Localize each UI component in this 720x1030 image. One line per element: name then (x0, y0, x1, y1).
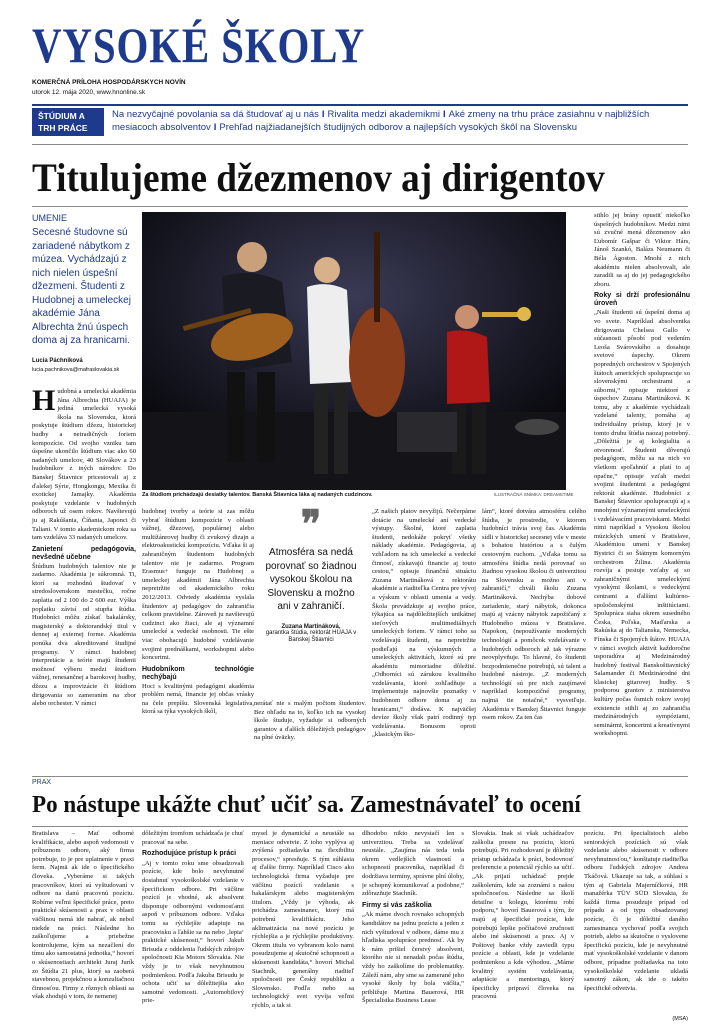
photo-credit: ILUSTRAČNÁ SNÍMKA: DREAMSTIME (494, 492, 574, 497)
article-kicker: UMENIE (32, 213, 68, 223)
quote-text: Atmosféra sa nedá porovnať so žiadnou vysokou školou na Slovensku a možno ani v zahraničí. (265, 547, 357, 612)
divider (32, 206, 688, 207)
paragraph: nerátať nie s malým počtom študentov. Bez ohľadu na to, koľko ich na vysokej škole študuje, vyžaduje si odborných garantov a ďalších dôležitých pedagógov na plné úväzky. (254, 700, 366, 742)
article-author-email: lucia.pachnikova@mafraslovakia.sk (32, 367, 120, 373)
divider (32, 826, 688, 827)
paragraph: udobná a umelecká akadémia Jána Albrechta (HUAJA) je jediná umelecká vysoká škola na Slovensku, ktorá poskytuje štúdium džezu, historickej hudby a netradičných foriem kompozície. Od svojho vzniku tam úspešne ukončilo štúdium viac ako 60 nadaných umelcov, 40 Slovákov a 23 hudobníkov z iných národov. Do Banskej Štiavnice pricestovali aj z ďalekej Sýrie, Hongkongu, Mexika či exotickej Jamajky. Akadémia poskytuje vzdelanie v hudobných odboroch už osem rokov. Navštevujú ju aj Rakúšania, Číňania, Japonci či Taliani. V tomto akademickom roku sa tam vzdeláva 33 nadaných umelcov. (32, 388, 136, 542)
jazz-band-illustration (142, 212, 566, 490)
paragraph: Bratislava – Mať odborné kvalifikácie, alebo aspoň vedomosti v príbuznom odbore, aký firma potrebuje, to je pre uplatnenie v praxi ferm. Najmä ak ide o špecifického človeka. „Vyberáme si takých pracovníkov, ktorí sú vyštudovaní v odbore na danú pracovnú pozíciu. Robíme veľmi špecifické práce, preto praktické skúsenosti a prax v oblasti väčšinou nemá ide nabrať, ak nebol niekde na práci. Následne ho zaškoľujeme a priebežne kontrolujeme, kým sa nezačlení do tímu ako samostatná jednotka,“ hovorí o skúsenostiach architekt Juraj Jurík zo Štúdia 21 plus, ktorý sa zaoberá stavebnou, projekčnou a konzultačnou činnosťou. Firmy z rôznych oblastí sa však zhodujú v tom, že nemenej (32, 830, 134, 1001)
quote-author: Zuzana Martináková, (281, 623, 341, 630)
article-column-3 (254, 700, 366, 744)
teaser-section-label: ŠTÚDIUM A TRH PRÁCE (32, 108, 104, 136)
paragraph: hudobnej tvorby a teórie si zas môžu vybrať štúdium kompozície v oblasti vážnej, džezovej, populárnej alebo multižánrovej hudby či zvukový dizajn a elektroakustickú kompozíciu. Vďaka ši aj zahraničným študentom hudobných talentov nie je zadarmo. Program Erasmus+ funguje na Hudobnej a umeleckej akadémii Jána Albrechta nepretržite od akademického roku 2012/2013. Odvtedy akadémia vyslala študentov aj pedagógov do zahraničia celkom pravidelne. Zároveň ju navštevujú cudzinci ako žiaci, ale aj významní umelecké a vedecké osobnosti. Tie ešte viac obohacujú hudobné vzdelávanie svojimi prednáškami, workshopmi alebo koncertmi. (142, 508, 254, 662)
author-signature: (MSA) (672, 1016, 688, 1022)
article-column-2 (142, 508, 254, 718)
article2-column-1 (32, 830, 134, 1020)
teaser-item[interactable]: Aké zmeny na trhu práce zasiahnu v najbližších mesiacoch absolventov (112, 109, 650, 133)
paragraph: „Ak máme dvoch rovnako schopných kandidátov na jednu pozíciu a jeden z nich vyštudoval v odbore, dáme mu z hľadiska spolupráce prednosť. Ak by k nám prišiel čerstvý absolvent, ktorého nie si nenadali počas štúdia, vždy ho zaškolíme do problematiky. Záleží nám, aby sme sa zamerané jeho vysoké školy by bola väčšia,“ približuje Martina Bauerová, HR Špecialistka Business Lease (362, 911, 464, 1005)
paragraph: Štúdium hudobných talentov nie je zadarmo. Akadémia je súkromná. Ti, ktorí sa rozhodnú študovať v stredoslovenskom mestečku, ročne zaplatia od 2 100 do 2 600 eur. Výška poplatku závisí od stupňa štúdia. Hudobníci môžu získať bakalársky, magisterský a doktorandský titul v dennej aj externej forme. Akadémia ponúka dva akreditované študijné programy. V rámci hudobnej interpretácie a teórie majú študenti možnosť výberu medzi štúdiom vážnej, renesančnej a barokovej hudby, džezu a improvizácie či štúdiom dirigovania so zameraním na zbor alebo orchester. V rámci (32, 562, 136, 708)
article2-column-3 (252, 830, 354, 1020)
article-column-5 (482, 508, 586, 724)
section-label: PRAX (32, 779, 52, 786)
subheading: Roky si drží profesionálnu úroveň (594, 292, 690, 308)
article-column-6 (594, 212, 690, 740)
masthead-title: VYSOKÉ ŠKOLY (32, 17, 366, 73)
quote-icon: ❞ (300, 504, 322, 546)
drop-cap: H (32, 384, 56, 417)
article-lead: Secesné študovne sú zariadené nábytkom z múzea. Vychádzajú z nich nielen úspešní džezmeni. Študenti z Hudobnej a umeleckej akadémie Jána Albrechta žnú úspech doma aj za hranicami. (32, 227, 131, 346)
teaser-item[interactable]: Prehľad najžiadanejších študijných odborov a najlepších vysokých škôl na Slovensku (219, 122, 578, 133)
subheading: Zanietení pedagógovia, nevšedné učebne (32, 545, 136, 561)
article-column-4 (372, 508, 476, 741)
article-author: Lucia Páchniková (32, 358, 83, 364)
subheading: Rozhodujúce prístup k práci (142, 850, 237, 858)
paragraph: lám“, ktoré dotvára atmosféru celého štúdia, je prostredie, v ktorom hudobníci trávia svoj čas. Akadémia sídli v historickej secesnej vile v meste s bohatou históriou a s čulým cestovným ruchom. „Vďaka tomu sa atmosféra štúdia nedá porovnať so žiadnou vysokou školou či univerzitou na Slovensku a možno ani v zahraničí,“ chváli školu Zuzana Martináková. Nechýba dobové zariadenie, starý nábytok, dokonca majú aj vzácny nábytok zapožičaný z Hudobného múzea v Bratislave. Napokon, (nepoužívanie moderných technológií a pomôcok vzdelávanie v hudobných odboroch až tak výrazne neovplyvňuje. To hlavné, čo študenti bezpodmienečne potrebujú, sú talent a hudobné nástroje. „Z moderných technológií sú pre nich zaujímavé napríklad kompozičné programy, najmä tie notačné,“ vysvetľuje. Akadémia v Banskej Štiavnici funguje osem rokov. Za ten čas (482, 508, 586, 722)
paragraph: dôležitým tromfom uchádzača je chuť pracovať na sebe. (142, 830, 244, 846)
masthead-dateline: utorok 12. mája 2020, www.hnonline.sk (32, 89, 146, 96)
paragraph: pozíciu. Pri špecialistoch alebo seniorských pozíciách sú však vzdelanie alebo skúsenosti v odbore nevyhnutnosťou,“ konštatuje riaditeľka odboru ľudských zdrojov Andrea Tkáčová. Ukazuje sa tak, a súhlasí s tým aj Gabriela Majerníčková, HR manažérka TÜV SÜD Slovakia, že každá firma posudzuje prípad od prípadu a od typu obsadzovanej pozície, či je dôležité daného zamestnanca vychovať podľa svojich potrieb, alebo sa skutočne o vyslovene špecifickú pozíciu, kde je nevyhnutné mať vysokoškolské vzdelanie v danom odbore, prípadne požiadavka na toto vysokoškolské vzdelanie ukladá samotný zákon, ak ide o takéto špecifické odvetvia. (584, 830, 688, 992)
paragraph: dlhodobo nikto nevystačí len s univerzitou. Treba sa vzdelávať neustále. „Zaujíma nás teda teda okrem vedlejších vlastností a schopností pracovníka, napríklad či dodržiava termíny, správne plní úlohy, je schopný komunikovať a podobne,“ zdôrazňuje Stachník. (362, 830, 464, 898)
paragraph: „Naši študenti sú úspešní doma aj vo svete. Napríklad absolventka dirigovania Chelsea Gallo v súčasnosti pôsobí pod vedením Leoša Svárovského a dosahuje svetové úspechy. Okrem popredných orchestrov v Spojených štátoch amerických spolupracuje so slovenskými orchestrami a súbormi,“ opisuje niektoré z úspechov Zuzana Martináková. K tomu, aby z akadémie vychádzali vzdelané talenty, pomáha aj individuálny prístup, ktorý je v tomto druhu štúdia naozaj potrebný. „Dôležitá je aj kolegialita a otvorenosť. Študenti dôverujú pedagógom, môžu sa na nich vo všetkom spoľahnúť a platí to aj opačne,“ opisuje vzťah medzi svojimi študentmi a pedagógmi rektorát akadémie. Hudobníci z Banskej Štiavnice spolupracujú aj s mnohými významnými umeleckými i vzdelávacími pracoviskami. Medzi nimi napríklad s Vysokou školou múzických umení v Bratislave, Akadémiou umení v Banskej Bystrici či so Štátnym komorným orchestrom Žilina. Akadémia rozvíja a pestuje vzťahy aj so zahraničnými umeleckými vysokými školami, s vedeckými centrami a ďalšími kultúrno-spoločenskými inštitúciami. Spolupráca siaha okrem susedného Česka, Poľska, Maďarska a Rakúska aj do Talianska, Nemecka, Fínska či Spojených štátov. HUAJA v rámci svojich aktivít každoročne usporadúva aj Medzinárodný hudobný festival Banskoštiavnický Salamander či Medzinárodné dni klasickej gitarovej hudby. S podporou grantov z ministerstva kultúry počas ôsmich rokov svojej existencie stihli aj zo zahraničia medzinárodných sympóziami, seminármi, koncertmi a kreatívnymi workshopmi. (594, 309, 690, 738)
divider (32, 776, 688, 777)
article2-column-6 (584, 830, 688, 1014)
article-column-1 (32, 384, 136, 710)
paragraph: stihlo jej brány opustiť niekoľko úspešných hudobníkov. Medzi nimi sú zvučné mená džezmenov ako Ľubomír Gašpar či Viktor Hárs, Jánoš Szankó, Balázs Neumann či Béla Ágoston. Mnohí z nich akadémiu nielen absolvovali, ale zaradili sa aj do jej pedagogického zboru. (594, 212, 690, 288)
paragraph: Hoci s kvalitnými pedagógmi akadémia problém nemá, financie jej občas vrásky na čele prepíšu. Slovenská legislatíva, ktorá sa týka vysokých škôl, (142, 682, 254, 716)
paragraph: mysel je dynamické a neustále sa meniace odvetvie. Z toho vyplýva aj zvýšená požiadavka na flexibilitu procesov,“ spresňuje. S tým súhlasia aj ďalšie firmy. Napríklad Cisco ako technologická firma vyžaduje pre väčšinu pozícií vzdelanie s bakalárskym alebo magisterským titulom. „Vždy je výhoda, ak prichádza zamestnanec, ktorý má potrebnú kvalifikáciu. Jeho aklimatizácia na nové pozíciu je rýchlejšia a je rýchlejšie produktívny. Okrem titulu vo vybranom kolo nami posudzujeme aj skutočné schopnosti a skúsenosti kandidáta,“ hovorí Michal Stachník, generálny riaditeľ spoločnosti pre Český republiku a Slovensko. Podľa neho sa technologický svet vyvíja veľmi rýchlo, a tak si (252, 830, 354, 1009)
quote-role: garantka štúdia, rektorát HUAJA v Banskej Štiavnici (265, 629, 357, 643)
subheading: Firmy si vás zaškolia (362, 901, 432, 909)
article2-column-4 (362, 830, 464, 1020)
paragraph: Slovakia. Inak si však uchádzačov zaškolia presne na pozíciu, ktorú potrebujú. Pri rozhodovaní je dôležitý prístup uchádzača k práci, bodovnosť preferencie a potenciál rýchlo sa učiť. „Ak prijatí uchádzač prejde zaškolením, kde sa zoznámi s našou spoločnosťou. Následne sa školí detailne u kolegu, ktorému robí podporu,“ hovorí Bauerová s tým, že majú aj špecifické pozície, kde potrebujú lepšie počítačové zručnosti alebo iné skúsenosti a prax. Aj v Poštovej banke vždy zaviedli typu pozície a oblasti, kde je vzdelanie podmienkou a kde výhodou. „Máme kvalitný systém vzdelávania, adaptácie a mentoringu, ktorý špecificky pripraví človeka na pracovnú (472, 830, 574, 1001)
photo-caption: Za štúdiom prichádzajú desiatky talentov. Banská Štiavnica láka aj nadaných cudzincov. (142, 492, 373, 498)
masthead-rule (32, 104, 688, 106)
article2-column-5 (472, 830, 574, 1020)
article2-column-2 (142, 830, 244, 1020)
teaser-item[interactable]: Rivalita medzi akademikmi (327, 109, 440, 120)
paragraph: „Z našich platov nevyžijú. Nečerpáme dotácie na umelecké aní vedecké výstupy. Školné, ktoré zaplatia študenti, nedokáže pokryť všetky náklady akadémie. Pedagógovia, aj vzhľadom na ich umelecké a vedecké činnosť, získavajú financie aj touto cestou,“ opisuje finančnú situáciu Zuzana Martináková z rektorátu akadémie a riaditeľka Centra pre vývoj a výskum v oblasti umenia a vedy. Škola prevádzkuje aj svojho práce, týkajúca sa najdôležitejších unikátnej sieťových multimediálnych umeleckých foriem. V rámci toho sa vzdelávajú študenti, na nepretržite podieľajú na výskumných a umeleckých aktivitách, ktoré sú pre akadémiu mimoriadne dôležité. „Odborníci sú zárukou kvalitného vzdelávania, ktoré zohľadňuje a implementuje najnovšie poznatky v hudobnom odbore doma aj za hranicami,“ dodáva. K najväčšej devíze školy však patrí rodinný typ vzdelávania. Bonusom oproti „klasickým ško- (372, 508, 476, 739)
article-headline: Titulujeme džezmenov aj dirigentov (32, 155, 605, 200)
paragraph: „Aj v tomto roku sme obsadzovali pozície, kde bolo nevyhnutné dosiahnuť vysokoškolské vzdelanie v špecifickom odbore. Pri väčšine pozícií je vhodné, ak absolvent disponuje odbornými vedomosťami aspoň v príbuznom odbore. Vďaka tomu sa rýchlejšie adaptuje na pracovisku a ľahšie sa na nebo ‚lepia‘ praktické skúsenosti,“ hovorí Jakub Brisuda z oddelenia ľudských zdrojov spoločnosti Kia Motors Slovakia. Nie vždy je to však nevyhnutnou podmienkou. Podľa Jakuba Brisudu je ochota učiť sa dôležitejšia ako samotné vedomosti. „Automobilový prie- (142, 859, 244, 1005)
subheading: Hudobníkom technológie nechýbajú (142, 665, 254, 681)
masthead-subtitle: KOMERČNÁ PRÍLOHA HOSPODÁRSKYCH NOVÍN (32, 79, 186, 86)
teaser-list: Na nezvyčajné povolania sa dá študovať aj u nás I Rivalita medzi akademikmi I Aké zmeny na trhu práce zasiahnu v najbližších mesiacoch absolventov I Prehľad najžiadanejších študijných odborov a najlepších vysokých škôl na Slovensku (112, 109, 650, 133)
divider (32, 144, 688, 145)
pull-quote (262, 504, 360, 645)
article-headline: Po nástupe ukážte chuť učiť sa. Zamestnávateľ to ocení (32, 792, 581, 818)
article-photo (142, 212, 566, 490)
teaser-item[interactable]: Na nezvyčajné povolania sa dá študovať aj u nás (112, 109, 319, 120)
